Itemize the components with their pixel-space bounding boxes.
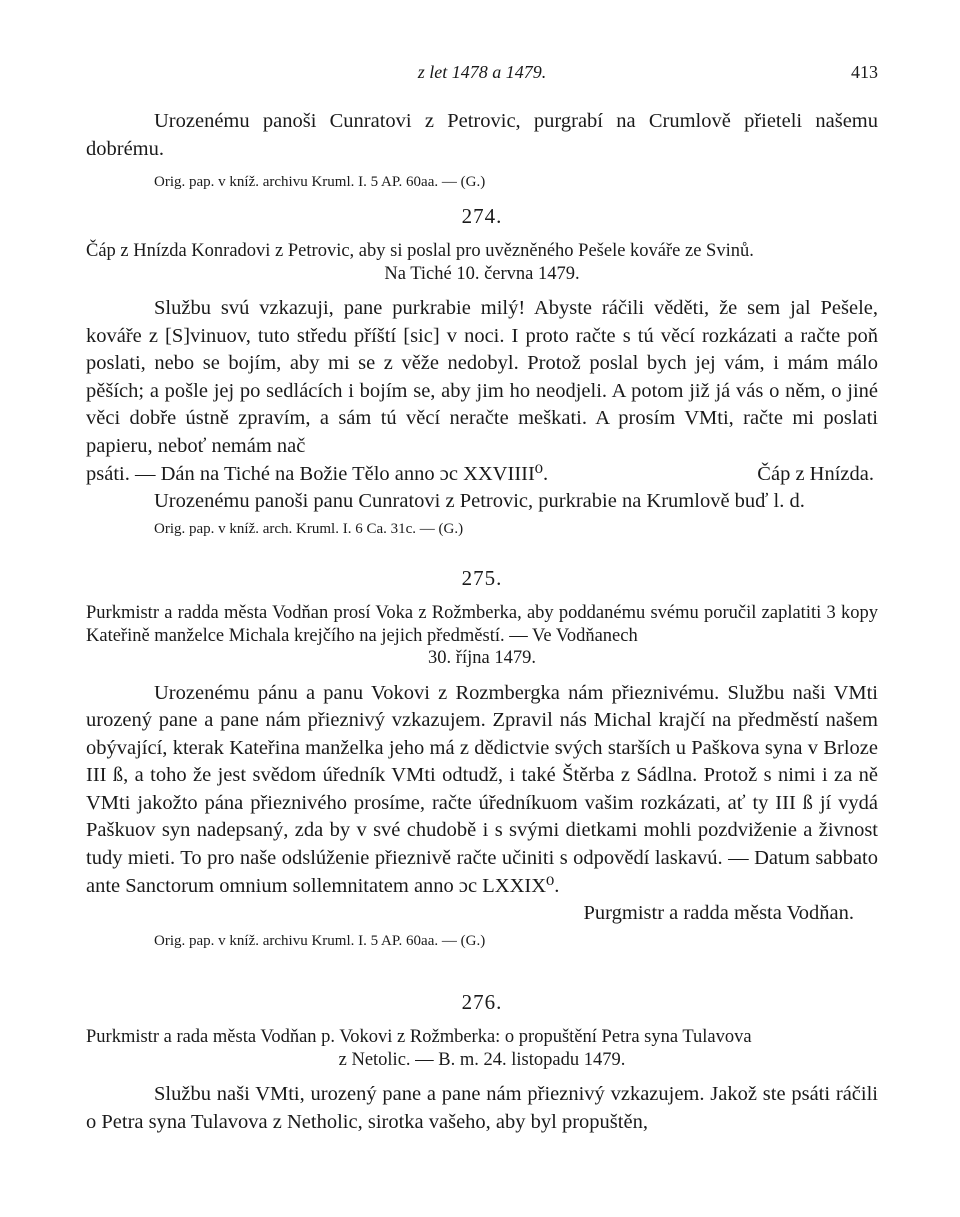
letter-text: Službu svú vzkazuji, pane purkrabie milý! Abyste ráčili věděti, že sem jal Pešele, kováře z [S]vinuov, tuto středu příští [sic] v noci. I proto račte s tú věcí rozkázati a račte poň poslati, nebo se bojím, aby mi se z věže nedobyl. Protož poslal bych jej vám, i mám málo pěších; a pošle jej po sedlácích i bojím se, aby jim ho neodjeli. A potom již já vás o něm, o jiné věci dobře ústně zpravím, a sám tú věcí neračte meškati. A prosím VMti, račte mi poslati papieru, neboť nemám nač — [86, 297, 878, 457]
source-note: Orig. pap. v kníž. archivu Kruml. I. 5 AP. 60aa. — (G.) — [154, 174, 486, 191]
document-number: 276. — [461, 990, 503, 1014]
running-title: z let 1478 a 1479. — [417, 62, 547, 82]
page-number: 413 — [851, 62, 878, 82]
regest-date: Na Tiché 10. června 1479. — [384, 263, 580, 284]
letter-text: Urozenému pánu a panu Vokovi z Rozmbergka nám přieznivému. Službu naši VMti urozený pane a pane nám přieznivý vzkazujem. Zpravil nás Michal krajčí na předměstí našem obývající, kterak Kateřina manželka jeho má z dědictvie svých starších u Paškova syna v Brloze III ß, a toho že jest svědom úředník VMti odtudž, i také Štěrba z Sádlna. Protož s nimi i za ně VMti jakožto pána přieznivého prosíme, račte úředníkuom vašim rozkázati, ať ty III ß jí vydá Paškuov syn nadepsaný, zda by v své chudobě i s svými dietkami mohli pozdviženie a živnost tudy mieti. To pro naše odslúženie přieznivě račte učiniti s odpovědí laskavú. — Datum sabbato ante Sanctorum omnium sollemnitatem anno ɔc LXXIX⁰. — [86, 681, 878, 897]
document-276 — [86, 990, 878, 1136]
regest-date: 30. října 1479. — [428, 648, 536, 668]
source-note: Orig. pap. v kníž. arch. Kruml. I. 6 Ca. 31c. — (G.) — [154, 520, 464, 537]
letter-signature: Purgmistr a radda města Vodňan. — [583, 902, 854, 925]
document-275 — [86, 566, 878, 951]
regest-date: z Netolic. — B. m. 24. listopadu 1479. — [338, 1049, 626, 1070]
letter-closing-line — [86, 461, 878, 489]
document-regest — [86, 240, 878, 285]
document-number: 275. — [461, 566, 503, 590]
previous-letter-end — [86, 108, 878, 192]
letter-address: Urozenému panoši Cunratovi z Petrovic, purgrabí na Crumlově přieteli našemu dobrému. — [86, 110, 878, 160]
letter-dating: psáti. — Dán na Tiché na Božie Tělo anno ɔc XXVIIII⁰. — [86, 462, 549, 485]
document-number: 274. — [461, 204, 503, 228]
letter-address: Urozenému panoši panu Cunratovi z Petrovic, purkrabie na Krumlově buď l. d. — [154, 490, 805, 513]
regest-text: Purkmistr a radda města Vodňan prosí Voka z Rožmberka, aby poddanému svému poručil zaplatiti 3 kopy Kateřině manželce Michala krejčího na jejich předměstí. — Ve Vodňanech — [86, 603, 878, 646]
letter-signature: Čáp z Hnízda. — [757, 462, 874, 485]
regest-text: Purkmistr a rada města Vodňan p. Vokovi z Rožmberka: o propuštění Petra syna Tulavova — [86, 1027, 752, 1047]
letter-text: Službu naši VMti, urozený pane a pane nám přieznivý vzkazujem. Jakož ste psáti ráčili o Petra syna Tulavova z Netholic, sirotka vašeho, aby byl propuštěn, — [86, 1083, 878, 1133]
document-regest — [86, 1026, 878, 1071]
running-head — [86, 62, 878, 88]
regest-text: Čáp z Hnízda Konradovi z Petrovic, aby si poslal pro uvězněného Pešele kováře ze Svinů. — [86, 241, 754, 261]
document-274 — [86, 204, 878, 539]
source-note: Orig. pap. v kníž. archivu Kruml. I. 5 AP. 60aa. — (G.) — [154, 932, 486, 949]
document-regest — [86, 602, 878, 670]
